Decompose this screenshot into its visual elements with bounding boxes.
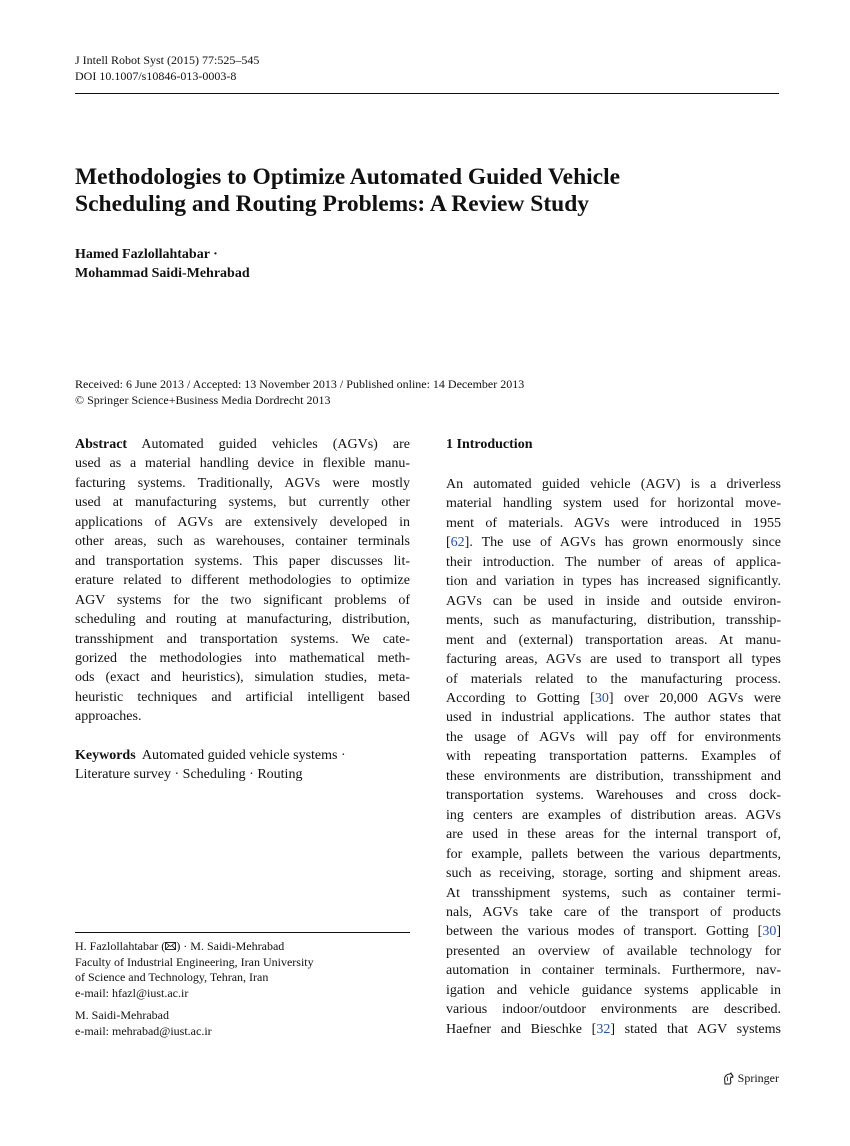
- keywords: [75, 746, 410, 785]
- abstract-line: scheduling and routing at manufacturing, distribution,: [75, 612, 410, 628]
- abstract-line: facturing systems. Traditionally, AGVs were mostly: [75, 475, 410, 491]
- intro-line: Haefner and Bieschke [32] stated that AGV systems: [446, 1021, 781, 1037]
- affiliation-institution: Faculty of Industrial Engineering, Iran University: [75, 954, 314, 969]
- abstract: [75, 435, 410, 727]
- journal-citation: J Intell Robot Syst (2015) 77:525–545: [75, 53, 260, 67]
- author-2: Mohammad Saidi-Mehrabad: [75, 266, 250, 281]
- intro-line: An automated guided vehicle (AGV) is a driverless: [446, 477, 781, 492]
- publisher-name: Springer: [737, 1071, 779, 1085]
- envelope-icon: [165, 942, 176, 950]
- abstract-line: used at manufacturing systems, but currently other: [75, 495, 410, 511]
- intro-line: various indoor/outdoor environments are described.: [446, 1002, 781, 1018]
- intro-line: igation and vehicle guidance systems applicable in: [446, 982, 781, 998]
- intro-line: facturing areas, AGVs are used to transport all types: [446, 652, 781, 668]
- keywords-line: Keywords Automated guided vehicle systems ·: [75, 748, 346, 763]
- header-rule: [75, 93, 779, 94]
- abstract-line: and transportation systems. This paper discusses lit-: [75, 553, 410, 569]
- title-line: Methodologies to Optimize Automated Guided Vehicle: [75, 164, 621, 190]
- abstract-line: other areas, such as warehouses, container terminals: [75, 534, 410, 550]
- publisher-mark: [721, 1071, 779, 1086]
- intro-line: ing centers are examples of distribution areas. AGVs: [446, 807, 781, 823]
- affiliation-authors: H. Fazlollahtabar ( ) · M. Saidi-Mehrabad: [75, 939, 285, 953]
- intro-line: used in industrial applications. The author states that: [446, 710, 781, 726]
- abstract-line: AGV systems for the two significant problems of: [75, 592, 410, 608]
- intro-line: At transshipment systems, such as container termi-: [446, 885, 781, 901]
- intro-line: are used in these areas for the internal transport of,: [446, 827, 781, 843]
- paper-title: [75, 164, 775, 218]
- intro-line: of materials related to the manufacturing process.: [446, 671, 781, 687]
- intro-line: between the various modes of transport. Gotting [30]: [446, 924, 781, 940]
- author-1: Hamed Fazlollahtabar ·: [75, 247, 218, 262]
- affiliation-institution: of Science and Technology, Tehran, Iran: [75, 970, 269, 985]
- reference-link[interactable]: 30: [594, 690, 609, 706]
- intro-line: such as receiving, storage, sorting and shipment areas.: [446, 866, 781, 882]
- intro-line: AGVs can be used in inside and outside environ-: [446, 593, 781, 609]
- springer-horse-icon: [721, 1072, 735, 1086]
- keywords-line: Literature survey · Scheduling · Routing: [75, 767, 303, 783]
- doi: DOI 10.1007/s10846-013-0003-8: [75, 69, 237, 83]
- title-line: Scheduling and Routing Problems: A Review Study: [75, 191, 590, 217]
- intro-line: ments, such as manufacturing, distribution, transship-: [446, 613, 781, 629]
- intro-line: automation in container terminals. Furthermore, nav-: [446, 963, 781, 979]
- intro-line: ment of materials. AGVs were introduced in 1955: [446, 515, 781, 531]
- author-email[interactable]: e-mail: mehrabad@iust.ac.ir: [75, 1023, 212, 1038]
- abstract-line: erature related to different methodologies to optimize: [75, 573, 410, 589]
- author-list: [75, 245, 250, 283]
- affiliation-footnote: [75, 939, 410, 1039]
- author-email[interactable]: e-mail: hfazl@iust.ac.ir: [75, 986, 189, 1001]
- abstract-line: Abstract Automated guided vehicles (AGVs) are: [75, 437, 410, 452]
- abstract-line: approaches.: [75, 709, 142, 725]
- publication-dates: [75, 376, 524, 408]
- journal-header: [75, 52, 259, 84]
- abstract-label: Abstract: [75, 437, 128, 452]
- abstract-line: heuristic techniques and artificial intelligent based: [75, 689, 410, 705]
- intro-line: material handling system used for horizontal move-: [446, 496, 781, 512]
- received-accepted-line: Received: 6 June 2013 / Accepted: 13 November 2013 / Published online: 14 December 2013: [75, 377, 525, 391]
- intro-line: the usage of AGVs will pay off for environments: [446, 729, 781, 745]
- intro-line: [62]. The use of AGVs has grown enormously since: [446, 535, 781, 551]
- intro-line: for example, pallets between the various departments,: [446, 846, 781, 862]
- abstract-line: used as a material handling device in flexible manu-: [75, 456, 410, 472]
- intro-line: their introduction. The number of areas of applica-: [446, 554, 781, 570]
- copyright-line: © Springer Science+Business Media Dordrecht 2013: [75, 393, 331, 407]
- intro-line: tion and variation in types has increased significantly.: [446, 574, 781, 590]
- footnote-rule: [75, 932, 410, 933]
- section-heading: 1 Introduction: [446, 437, 533, 452]
- intro-line: nals, AGVs take care of the transport of products: [446, 904, 781, 920]
- abstract-line: gorized the methodologies into mathematical meth-: [75, 650, 410, 666]
- affiliation-name: M. Saidi-Mehrabad: [75, 1007, 169, 1022]
- abstract-line: applications of AGVs are extensively developed in: [75, 514, 410, 530]
- intro-line: these environments are distribution, transshipment and: [446, 768, 781, 784]
- intro-line: with repeating transportation patterns. Examples of: [446, 749, 781, 765]
- reference-link[interactable]: 30: [762, 924, 777, 940]
- intro-line: transportation systems. Warehouses and cross dock-: [446, 788, 781, 804]
- reference-link[interactable]: 32: [596, 1021, 611, 1037]
- introduction-body: [446, 475, 781, 1039]
- intro-line: ment and (external) transportation areas. At manu-: [446, 632, 781, 648]
- keywords-label: Keywords: [75, 748, 136, 763]
- reference-link[interactable]: 62: [450, 535, 465, 551]
- abstract-line: transshipment and transportation systems. We cate-: [75, 631, 410, 647]
- abstract-line: ods (exact and heuristics), simulation studies, meta-: [75, 670, 410, 686]
- intro-line: presented an overview of available technology for: [446, 943, 781, 959]
- intro-line: According to Gotting [30] over 20,000 AGVs were: [446, 690, 782, 706]
